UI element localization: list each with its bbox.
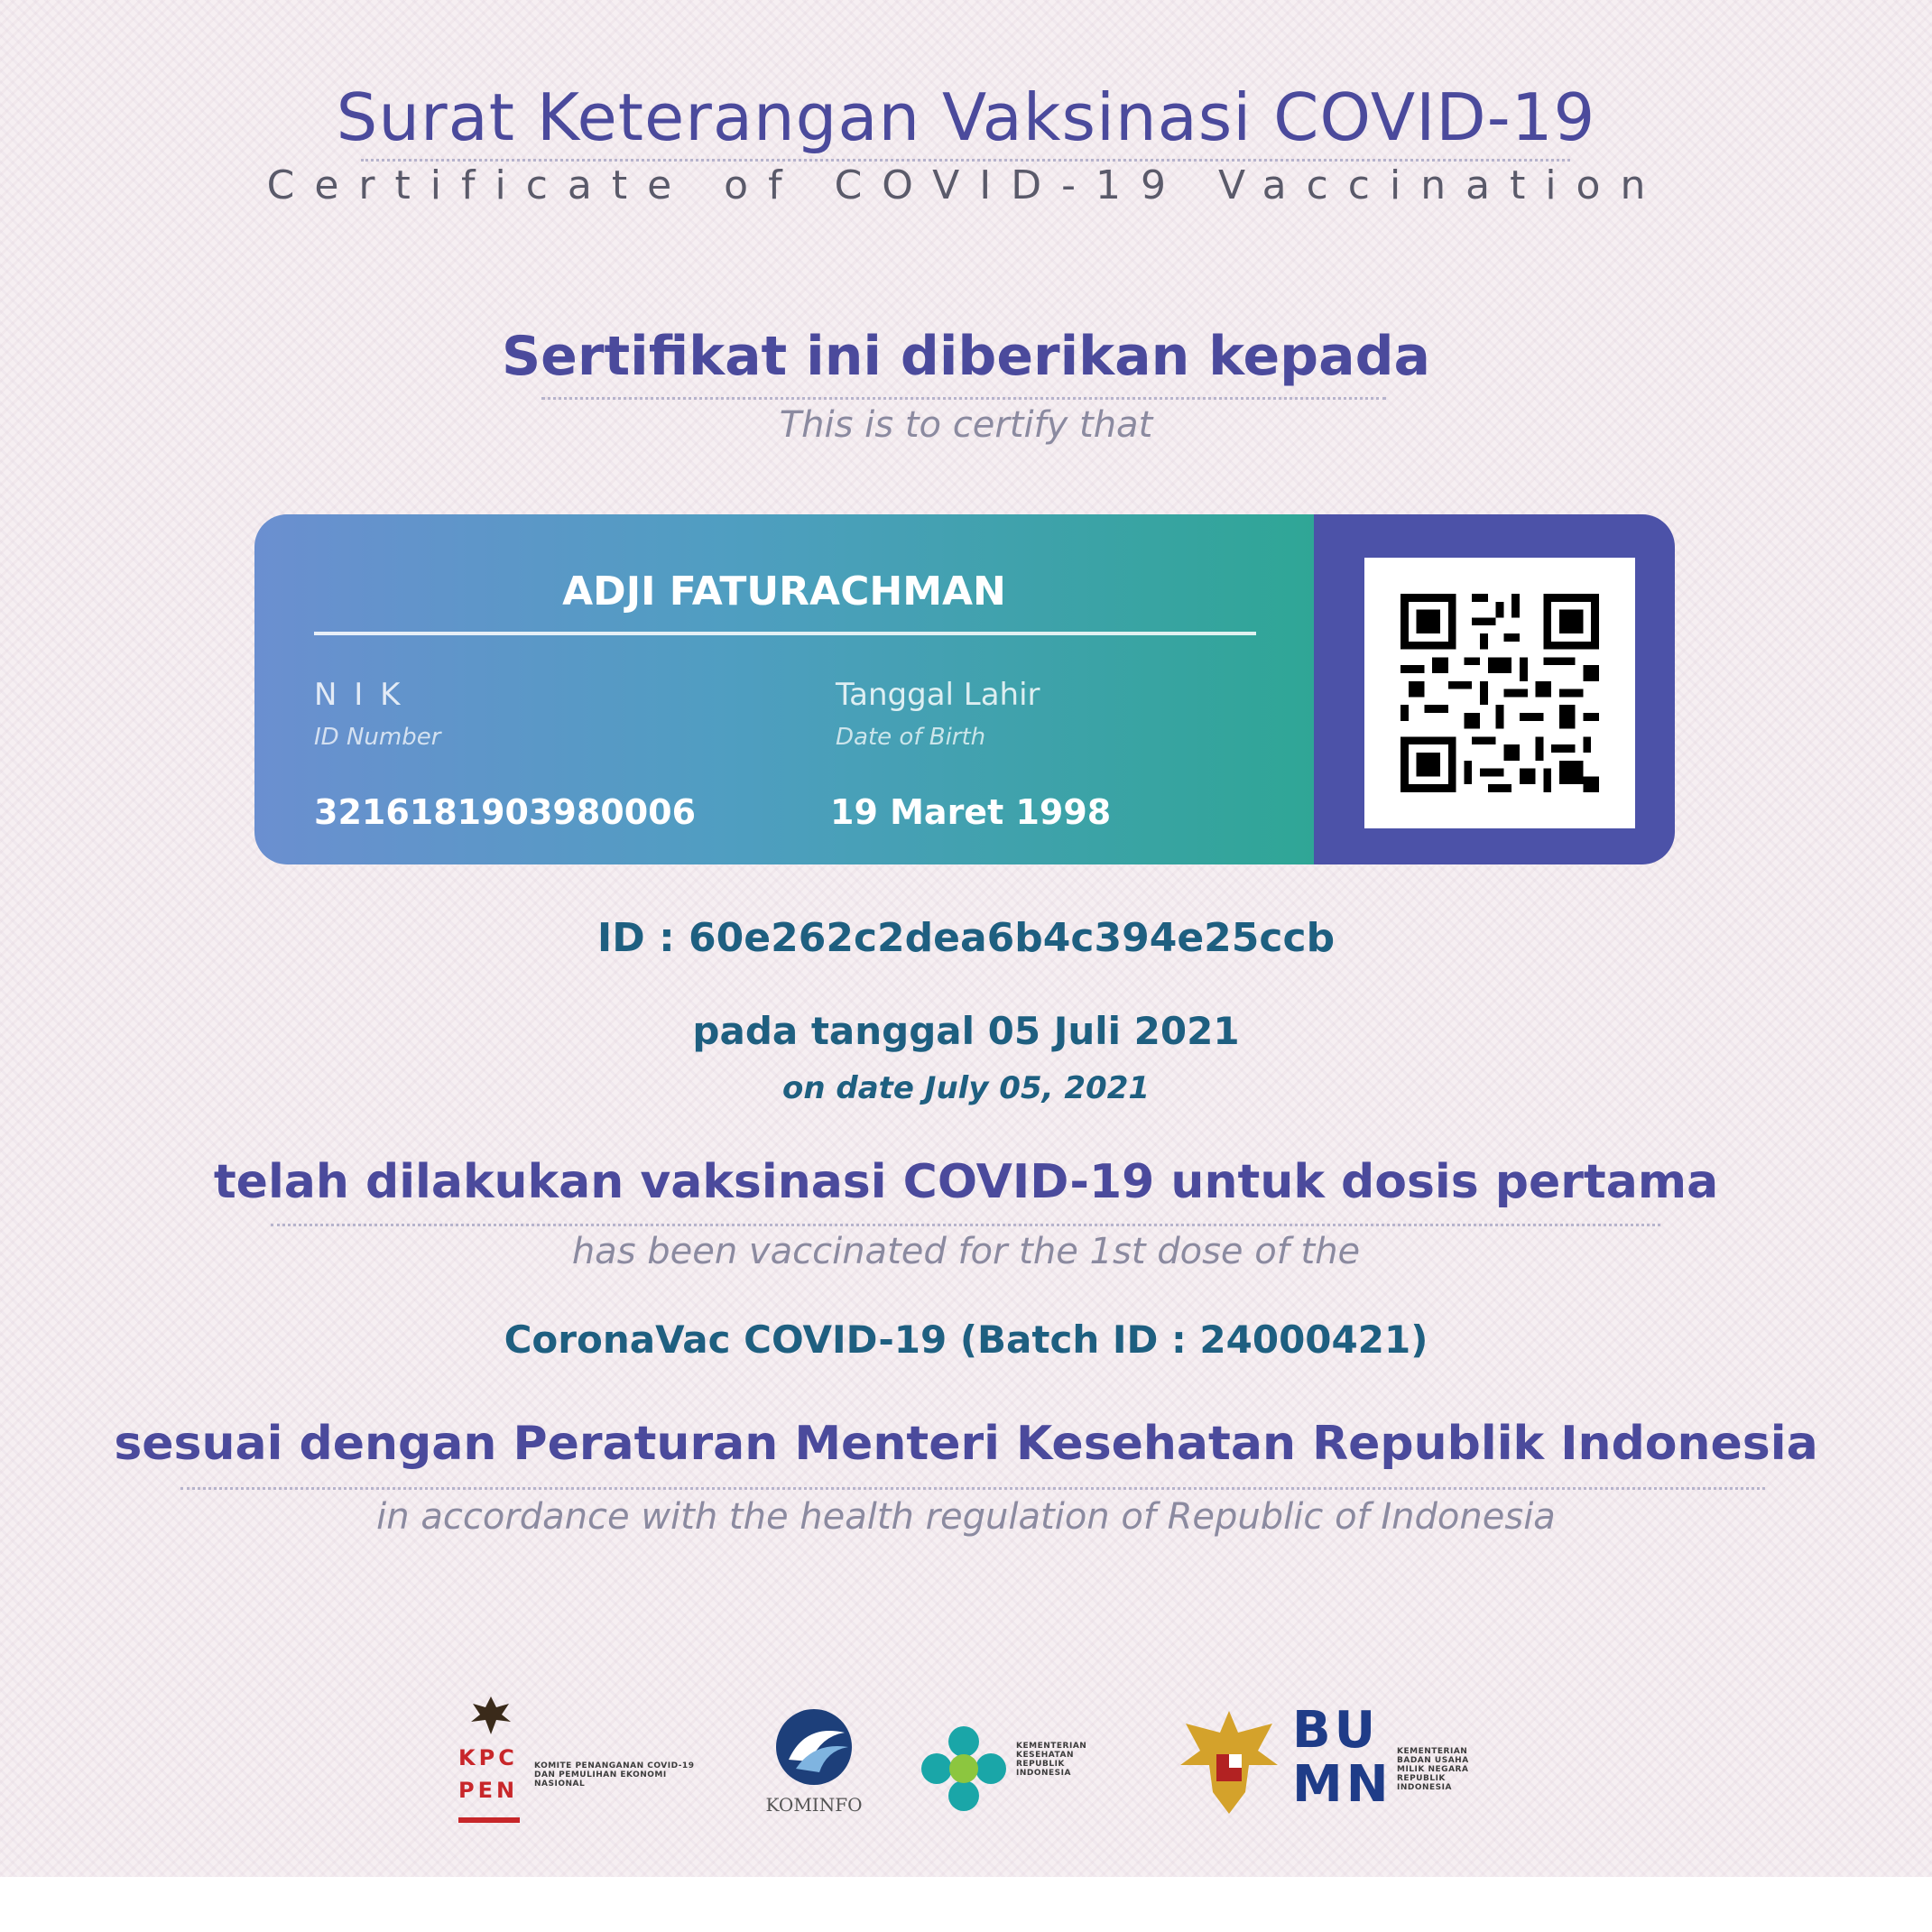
holder-card <box>254 514 1675 864</box>
nik-label-en: ID Number <box>314 724 441 751</box>
dob-value: 19 Maret 1998 <box>830 792 1112 832</box>
nik-value: 3216181903980006 <box>314 792 697 832</box>
given-divider <box>541 397 1386 400</box>
page-subtitle: Certificate of COVID-19 Vaccination <box>266 162 1666 208</box>
dob-label: Tanggal Lahir <box>836 677 1040 713</box>
kpcpen-text: KOMITE PENANGANAN COVID-19 DAN PEMULIHAN EKONOMI NASIONAL <box>534 1761 695 1789</box>
garuda-small-icon <box>467 1693 514 1738</box>
qr-code-icon[interactable] <box>1400 594 1599 792</box>
kemenkes-text: KEMENTERIAN KESEHATAN REPUBLIK INDONESIA <box>1016 1742 1087 1778</box>
nik-label: N I K <box>314 677 404 713</box>
given-heading: Sertifikat ini diberikan kepada <box>501 325 1431 388</box>
kominfo-logo-icon <box>769 1706 859 1787</box>
vaccination-heading: telah dilakukan vaksinasi COVID-19 untuk dosis pertama <box>213 1155 1719 1209</box>
kpcpen-mark: KPC PEN <box>458 1742 520 1823</box>
vaccination-date: pada tanggal 05 Juli 2021 <box>692 1009 1240 1053</box>
bumn-mark: BUMN <box>1292 1701 1392 1814</box>
holder-name: ADJI FATURACHMAN <box>562 569 1006 615</box>
garuda-pancasila-icon <box>1177 1706 1281 1819</box>
regulation-subheading: in accordance with the health regulation of Republic of Indonesia <box>376 1496 1556 1538</box>
bumn-text: KEMENTERIAN BADAN USAHA MILIK NEGARA REPUBLIK INDONESIA <box>1397 1747 1469 1792</box>
regulation-divider <box>180 1487 1765 1490</box>
vaccination-divider <box>271 1224 1660 1226</box>
vaccination-date-en: on date July 05, 2021 <box>781 1070 1151 1106</box>
given-subheading: This is to certify that <box>779 404 1153 446</box>
bottom-strip <box>0 1877 1932 1932</box>
kominfo-text: KOMINFO <box>765 1794 863 1816</box>
title-divider <box>361 159 1570 162</box>
holder-name-divider <box>314 632 1256 635</box>
regulation-heading: sesuai dengan Peraturan Menteri Kesehatan Republik Indonesia <box>114 1417 1818 1471</box>
vaccine-info: CoronaVac COVID-19 (Batch ID : 24000421) <box>504 1317 1428 1362</box>
certificate-id: ID : 60e262c2dea6b4c394e25ccb <box>596 915 1336 961</box>
vaccination-subheading: has been vaccinated for the 1st dose of the <box>571 1231 1361 1272</box>
dob-label-en: Date of Birth <box>836 724 986 751</box>
logos-row <box>0 1687 1932 1832</box>
kemenkes-logo-icon <box>919 1724 1009 1814</box>
page-title: Surat Keterangan Vaksinasi COVID-19 <box>336 79 1596 155</box>
